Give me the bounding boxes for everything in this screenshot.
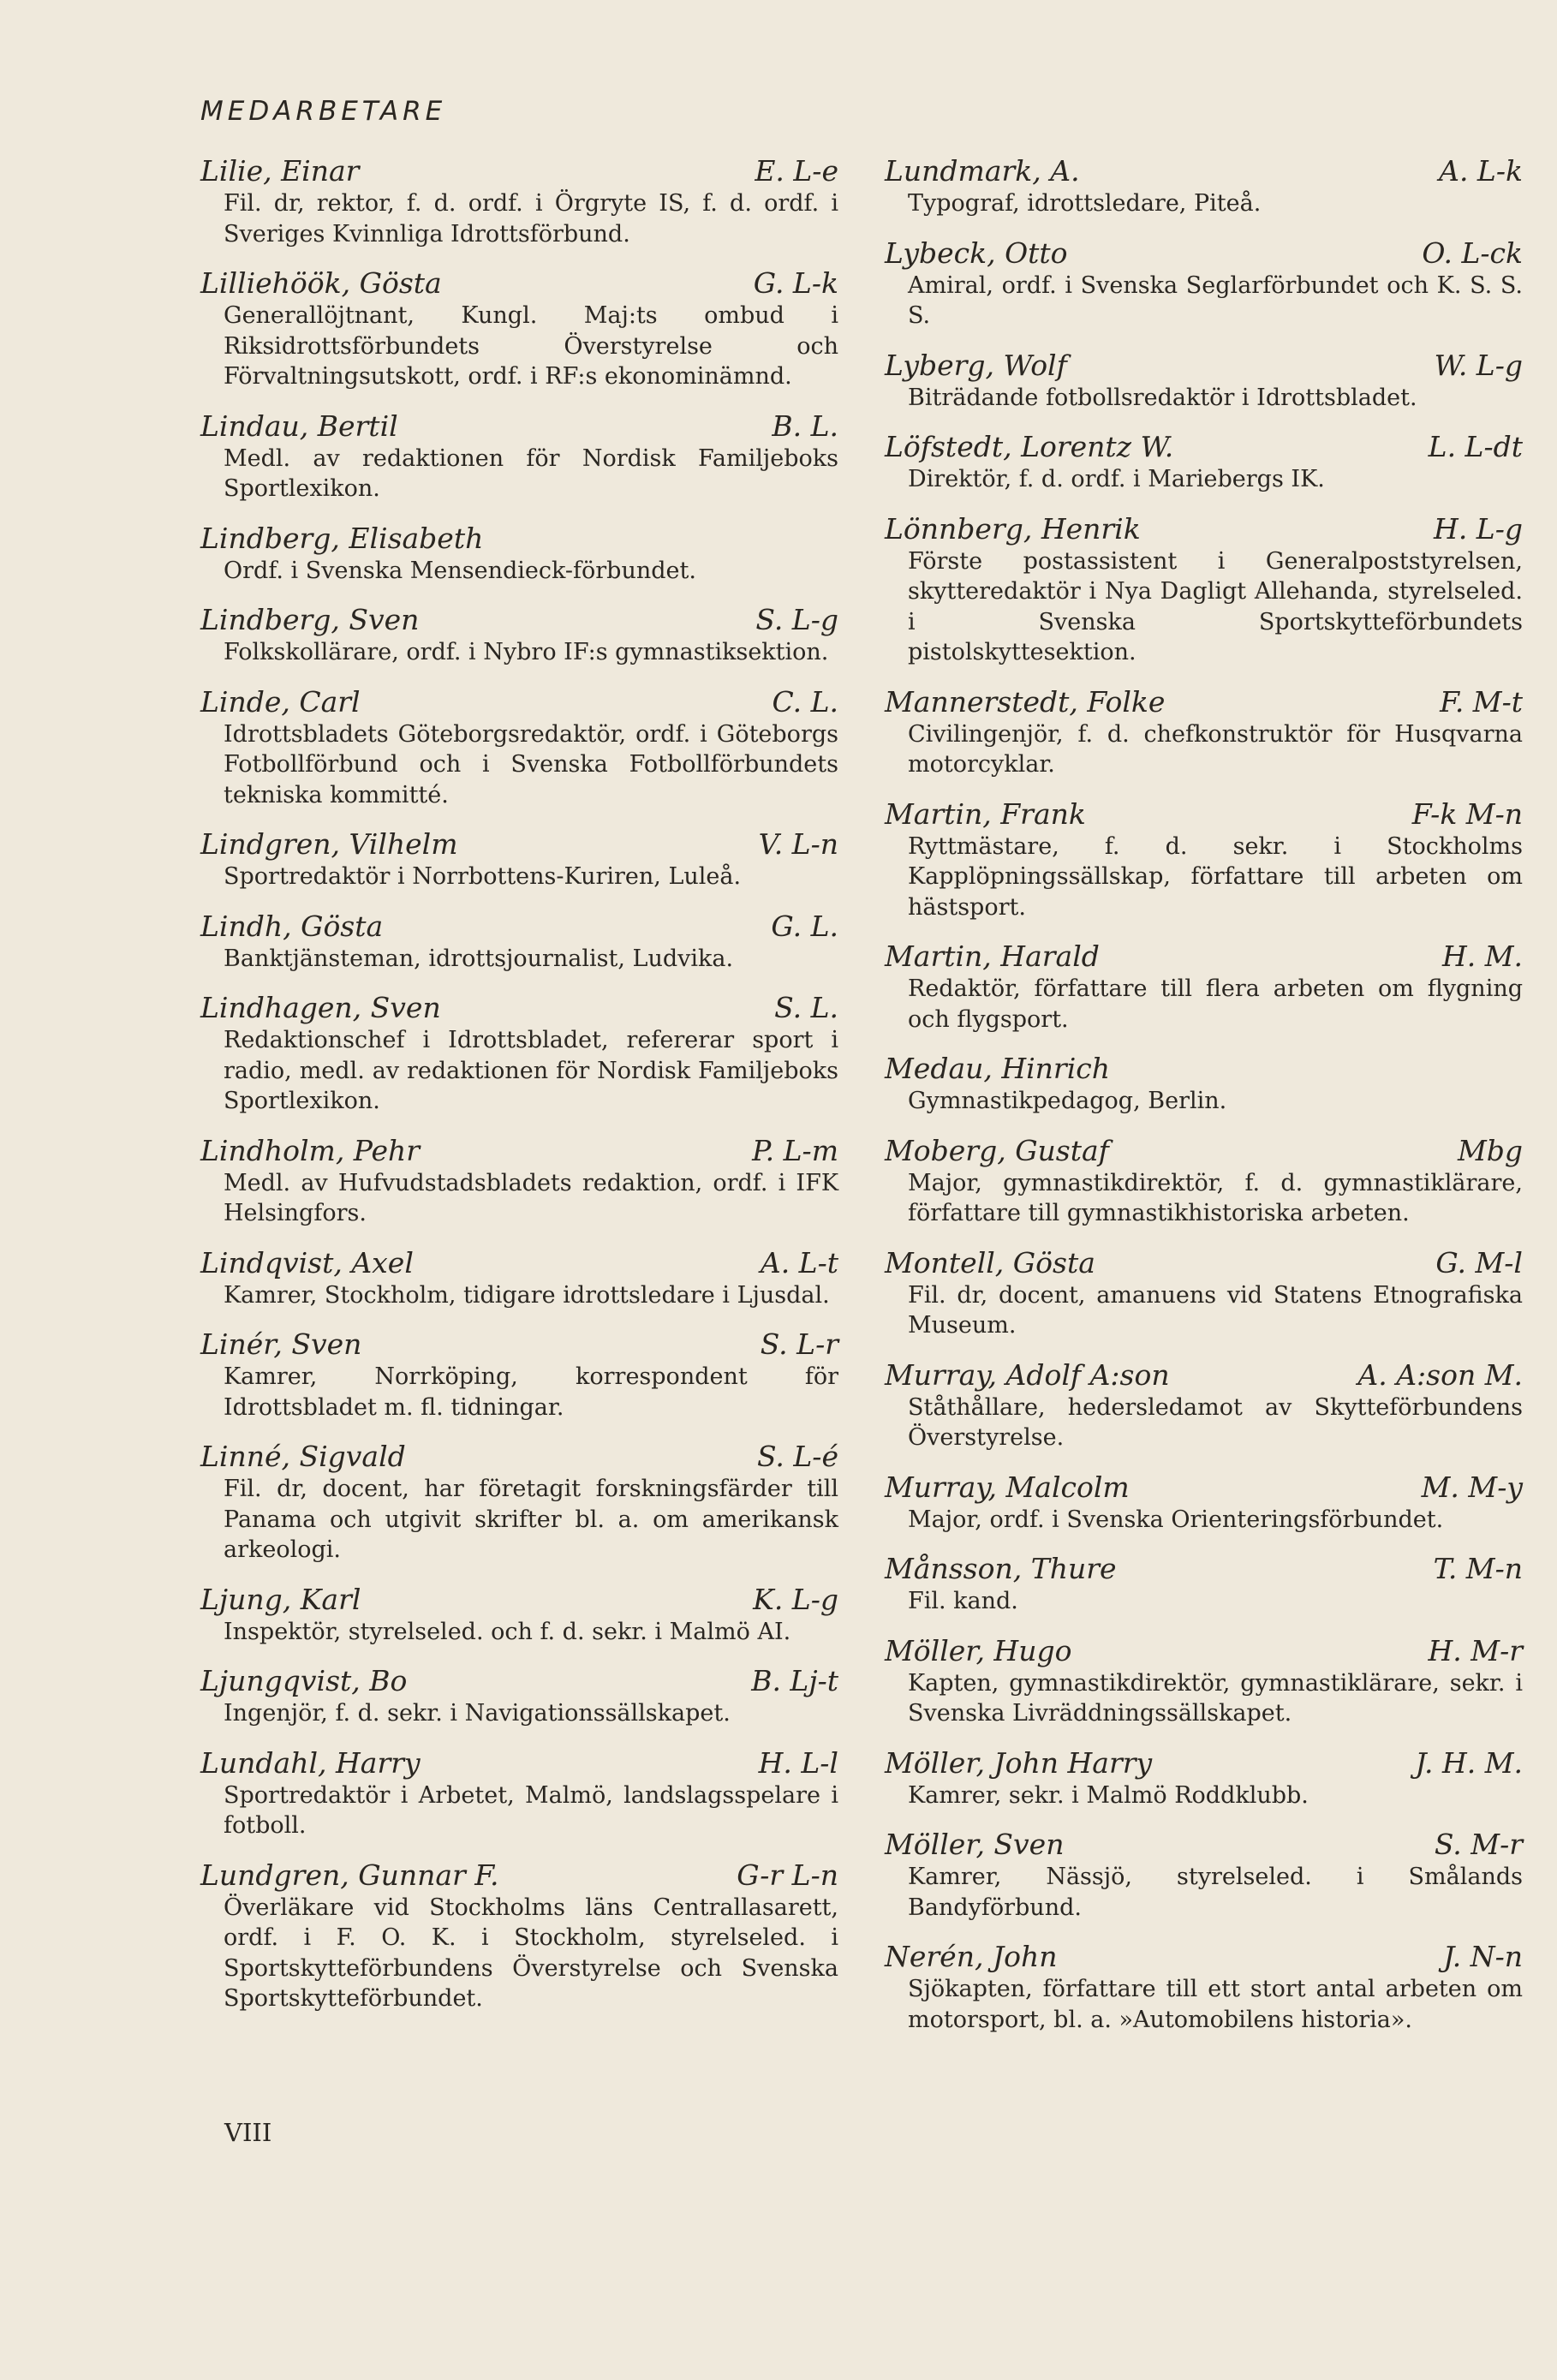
contributor-entry <box>885 685 1523 780</box>
entry-heading <box>200 991 838 1025</box>
contributor-entry <box>885 430 1523 495</box>
contributor-description: Redaktionschef i Idrottsbladet, refererar sport i radio, medl. av redaktionen för Nordisk Familjeboks Sportlexikon. <box>224 1027 838 1114</box>
contributor-signature: A. L-t <box>760 1245 838 1279</box>
contributor-description: Banktjänsteman, idrottsjournalist, Ludvika. <box>224 945 734 972</box>
contributor-name: Medau, Hinrich <box>885 1052 1111 1085</box>
entry-heading <box>200 1134 838 1168</box>
contributor-signature: H. L-l <box>758 1745 838 1780</box>
contributor-signature: S. L. <box>774 991 838 1024</box>
contributor-description: Ryttmästare, f. d. sekr. i Stockholms Kapplöpningssällskap, författare till arbeten om hästsport. <box>908 832 1523 921</box>
contributor-signature: G. L-k <box>753 266 838 300</box>
contributor-description: Fil. dr, docent, amanuens vid Statens Etnografiska Museum. <box>908 1281 1523 1339</box>
entry-heading <box>885 1634 1523 1668</box>
contributor-entry <box>200 1746 838 1841</box>
contributor-signature: A. A:son M. <box>1357 1357 1523 1392</box>
contributor-description: Biträdande fotbollsredaktör i Idrottsbladet. <box>908 384 1417 411</box>
contributor-entry <box>200 1440 838 1566</box>
contributor-signature: A. L-k <box>1439 154 1523 188</box>
contributor-entry <box>885 1940 1523 2035</box>
contributor-entry <box>885 1358 1523 1453</box>
contributor-name: Löfstedt, Lorentz W. <box>885 430 1174 463</box>
contributor-name: Möller, Sven <box>885 1828 1065 1861</box>
contributor-signature: H. M-r <box>1428 1633 1523 1667</box>
contributor-description: Fil. dr, rektor, f. d. ordf. i Örgryte IS, f. d. ordf. i Sveriges Kvinnliga Idrottsförbund. <box>224 190 838 248</box>
contributor-name: Linde, Carl <box>200 684 361 719</box>
entry-heading <box>885 1746 1523 1781</box>
contributor-signature: V. L-n <box>758 827 838 861</box>
contributor-signature: S. M-r <box>1434 1828 1523 1861</box>
contributor-signature: L. L-dt <box>1428 430 1523 463</box>
contributor-name: Lilliehöök, Gösta <box>200 266 442 300</box>
contributor-description: Ordf. i Svenska Mensendieck-förbundet. <box>224 557 696 584</box>
contributor-name: Lybeck, Otto <box>885 236 1068 270</box>
entry-heading <box>200 603 838 637</box>
contributor-entry <box>885 512 1523 668</box>
entry-heading <box>200 1246 838 1280</box>
entry-heading <box>885 939 1523 974</box>
entry-heading <box>200 266 838 301</box>
contributor-entry <box>200 685 838 811</box>
contributor-name: Murray, Adolf A:son <box>885 1357 1170 1392</box>
contributor-signature: S. L-é <box>756 1440 838 1473</box>
contributor-description: Förste postassistent i Generalpoststyrelsen, skytteredaktör i Nya Dagligt Allehanda, styrelseled. i Svenska Sportskytteförbundets pistolskyttesektion. <box>908 547 1523 665</box>
entry-heading <box>885 1358 1523 1393</box>
entry-heading <box>885 236 1523 271</box>
contributor-entry <box>200 991 838 1117</box>
contributor-name: Lundgren, Gunnar F. <box>200 1858 499 1892</box>
entry-heading <box>200 1583 838 1617</box>
contributor-description: Major, gymnastikdirektör, f. d. gymnastiklärare, författare till gymnastikhistoriska arbeten. <box>908 1169 1523 1226</box>
contributor-description: Sportredaktör i Norrbottens-Kuriren, Luleå. <box>224 863 742 890</box>
right-column <box>885 154 1523 2052</box>
contributor-description: Direktör, f. d. ordf. i Mariebergs IK. <box>908 466 1325 492</box>
contributor-name: Nerén, John <box>885 1940 1058 1973</box>
contributor-name: Lindh, Gösta <box>200 909 384 943</box>
entry-heading <box>200 154 838 188</box>
contributor-description: Redaktör, författare till flera arbeten om flygning och flygsport. <box>908 975 1523 1033</box>
entry-heading <box>200 1327 838 1362</box>
contributor-description: Kapten, gymnastikdirektör, gymnastiklärare, sekr. i Svenska Livräddningssällskapet. <box>908 1669 1523 1727</box>
contributor-name: Ljung, Karl <box>200 1582 361 1616</box>
contributor-entry <box>200 1246 838 1311</box>
contributor-entry <box>885 1134 1523 1229</box>
contributor-description: Överläkare vid Stockholms läns Centrallasarett, ordf. i F. O. K. i Stockholm, styrelseled. i Sportskytteförbundens Överstyrelse och Svenska Sportskytteförbundet. <box>224 1894 838 2012</box>
contributor-entry <box>885 236 1523 331</box>
contributor-description: Fil. kand. <box>908 1588 1018 1614</box>
contributor-entry <box>885 1246 1523 1341</box>
contributor-name: Lindberg, Sven <box>200 603 420 636</box>
contributor-description: Kamrer, Norrköping, korrespondent för Idrottsbladet m. fl. tidningar. <box>224 1363 838 1421</box>
contributor-entry <box>885 1746 1523 1811</box>
contributor-description: Generallöjtnant, Kungl. Maj:ts ombud i Riksidrottsförbundets Överstyrelse och Förvaltningsutskott, ordf. i RF:s ekonominämnd. <box>224 302 838 390</box>
contributor-description: Kamrer, Stockholm, tidigare idrottsledare i Ljusdal. <box>224 1281 830 1309</box>
contributor-signature: G-r L-n <box>737 1858 838 1892</box>
contributor-name: Lindberg, Elisabeth <box>200 521 484 555</box>
contributor-description: Kamrer, Nässjö, styrelseled. i Smålands Bandyförbund. <box>908 1864 1523 1921</box>
entry-heading <box>885 1246 1523 1280</box>
contributor-signature: P. L-m <box>752 1133 838 1167</box>
contributor-name: Månsson, Thure <box>885 1552 1117 1585</box>
entry-heading <box>885 430 1523 464</box>
entry-heading <box>885 1940 1523 1974</box>
contributor-signature: H. M. <box>1441 939 1523 973</box>
contributor-description: Ståthållare, hedersledamot av Skytteförbundens Överstyrelse. <box>908 1393 1523 1451</box>
contributor-name: Möller, John Harry <box>885 1745 1153 1780</box>
contributor-signature: G. L. <box>771 909 838 943</box>
left-column <box>200 154 838 2031</box>
contributor-signature: J. N-n <box>1443 1940 1523 1973</box>
contributor-description: Ingenjör, f. d. sekr. i Navigationssällskapet. <box>224 1700 731 1727</box>
entry-heading <box>885 797 1523 832</box>
contributor-entry <box>885 1552 1523 1617</box>
contributor-signature: O. L-ck <box>1422 236 1523 270</box>
entry-heading <box>885 1828 1523 1862</box>
contributor-description: Inspektör, styrelseled. och f. d. sekr. i Malmö AI. <box>224 1618 791 1645</box>
contributor-description: Amiral, ordf. i Svenska Seglarförbundet och K. S. S. S. <box>908 271 1523 329</box>
contributor-entry <box>200 827 838 892</box>
contributor-name: Lönnberg, Henrik <box>885 511 1141 546</box>
contributor-description: Fil. dr, docent, har företagit forskningsfärder till Panama och utgivit skrifter bl. a. om amerikansk arkeologi. <box>224 1476 838 1563</box>
entry-heading <box>200 910 838 944</box>
contributor-entry <box>200 1664 838 1729</box>
contributor-description: Sjökapten, författare till ett stort antal arbeten om motorsport, bl. a. »Automobilens historia». <box>908 1976 1523 2033</box>
contributor-entry <box>200 1134 838 1229</box>
contributor-entry <box>885 1634 1523 1729</box>
contributor-name: Martin, Frank <box>885 796 1086 831</box>
contributor-name: Lundmark, A. <box>885 154 1080 188</box>
entry-heading <box>885 1134 1523 1168</box>
contributor-entry <box>885 939 1523 1035</box>
contributor-signature: B. L. <box>772 409 838 443</box>
contributor-signature: B. Lj-t <box>751 1664 838 1697</box>
contributor-description: Medl. av redaktionen för Nordisk Familjeboks Sportlexikon. <box>224 444 838 502</box>
entry-heading <box>200 1664 838 1698</box>
contributor-name: Mannerstedt, Folke <box>885 684 1166 719</box>
contributor-description: Medl. av Hufvudstadsbladets redaktion, ordf. i IFK Helsingfors. <box>224 1169 838 1226</box>
contributor-signature: C. L. <box>772 684 838 719</box>
contributor-description: Typograf, idrottsledare, Piteå. <box>908 190 1262 217</box>
entry-heading <box>200 522 838 556</box>
contributor-name: Lindau, Bertil <box>200 409 398 443</box>
contributor-signature: F. M-t <box>1440 684 1523 719</box>
contributor-signature: E. L-e <box>755 154 838 188</box>
entry-heading <box>200 1440 838 1474</box>
contributor-description: Major, ordf. i Svenska Orienteringsförbundet. <box>908 1506 1444 1533</box>
contributor-name: Moberg, Gustaf <box>885 1133 1109 1167</box>
contributor-signature: F-k M-n <box>1411 796 1523 831</box>
contributor-signature: K. L-g <box>753 1582 838 1616</box>
contributor-signature: T. M-n <box>1433 1552 1523 1585</box>
page-number: VIII <box>224 2118 272 2147</box>
contributor-signature: G. M-l <box>1435 1245 1523 1279</box>
contributor-name: Lindhagen, Sven <box>200 991 441 1024</box>
entry-heading <box>200 685 838 719</box>
entry-heading <box>200 409 838 444</box>
contributor-entry <box>200 1583 838 1648</box>
contributor-name: Linér, Sven <box>200 1327 362 1361</box>
contributor-description: Kamrer, sekr. i Malmö Roddklubb. <box>908 1781 1309 1809</box>
contributor-name: Montell, Gösta <box>885 1245 1095 1279</box>
entry-heading <box>885 685 1523 719</box>
page-header: MEDARBETARE <box>200 96 447 127</box>
contributor-entry <box>200 1327 838 1423</box>
contributor-entry <box>885 1470 1523 1536</box>
contributor-entry <box>885 797 1523 923</box>
contributor-entry <box>200 154 838 249</box>
entry-heading <box>885 1470 1523 1505</box>
contributor-name: Ljungqvist, Bo <box>200 1664 408 1697</box>
contributor-description: Idrottsbladets Göteborgsredaktör, ordf. i Göteborgs Fotbollförbund och i Svenska Fotbollförbundets tekniska kommitté. <box>224 720 838 808</box>
entry-heading <box>885 1552 1523 1586</box>
contributor-name: Lindholm, Pehr <box>200 1133 421 1167</box>
contributor-signature: J. H. M. <box>1415 1745 1523 1780</box>
contributor-signature: Mbg <box>1457 1133 1523 1167</box>
entry-heading <box>200 1858 838 1893</box>
contributor-entry <box>885 154 1523 219</box>
contributor-entry <box>200 910 838 975</box>
contributor-entry <box>200 603 838 668</box>
contributor-name: Murray, Malcolm <box>885 1470 1130 1504</box>
contributor-name: Martin, Harald <box>885 939 1100 973</box>
entry-heading <box>885 349 1523 383</box>
contributor-name: Lindqvist, Axel <box>200 1245 414 1279</box>
entry-heading <box>200 1746 838 1781</box>
contributor-entry <box>200 1858 838 2014</box>
contributor-signature: W. L-g <box>1434 348 1523 382</box>
contributor-name: Lilie, Einar <box>200 154 360 188</box>
contributor-entry <box>200 266 838 392</box>
contributor-entry <box>885 1052 1523 1117</box>
entry-heading <box>885 1052 1523 1086</box>
entry-heading <box>200 827 838 862</box>
contributor-entry <box>885 1828 1523 1923</box>
contributor-signature: H. L-g <box>1434 511 1523 546</box>
contributor-name: Linné, Sigvald <box>200 1440 406 1473</box>
entry-heading <box>885 154 1523 188</box>
contributor-name: Lyberg, Wolf <box>885 348 1067 382</box>
contributor-name: Lindgren, Vilhelm <box>200 827 458 861</box>
contributor-signature: S. L-g <box>755 603 838 636</box>
contributor-description: Folkskollärare, ordf. i Nybro IF:s gymnastiksektion. <box>224 639 829 665</box>
contributor-description: Sportredaktör i Arbetet, Malmö, landslagsspelare i fotboll. <box>224 1781 838 1839</box>
contributor-signature: S. L-r <box>760 1327 838 1361</box>
contributor-entry <box>200 409 838 504</box>
contributor-description: Gymnastikpedagog, Berlin. <box>908 1088 1227 1114</box>
contributor-description: Civilingenjör, f. d. chefkonstruktör för Husqvarna motorcyklar. <box>908 720 1523 778</box>
contributor-entry <box>885 349 1523 414</box>
contributor-signature: M. M-y <box>1421 1470 1523 1504</box>
contributor-name: Möller, Hugo <box>885 1633 1072 1667</box>
contributor-name: Lundahl, Harry <box>200 1745 421 1780</box>
entry-heading <box>885 512 1523 546</box>
contributor-entry <box>200 522 838 587</box>
